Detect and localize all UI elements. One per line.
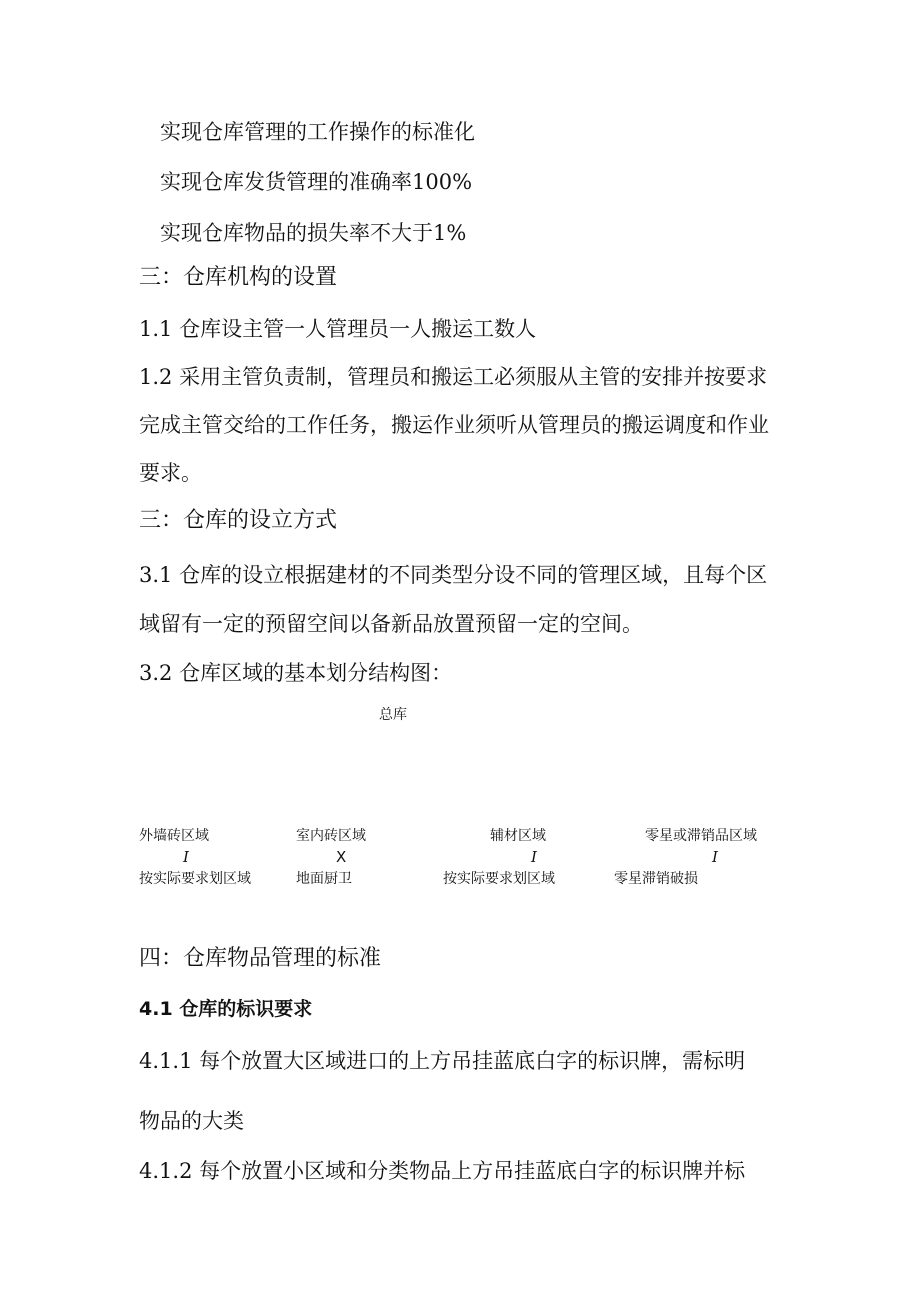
paragraph-line: 完成主管交给的工作任务，搬运作业须听从管理员的搬运调度和作业 (139, 413, 769, 437)
paragraph-line: 1.2 采用主管负责制，管理员和搬运工必须服从主管的安排并按要求 (139, 365, 768, 389)
diagram-branch-label: 辅材区域 (490, 828, 546, 844)
diagram-connector: I (531, 848, 537, 866)
diagram-connector: X (336, 848, 347, 866)
goal-item: 实现仓库管理的工作操作的标准化 (160, 120, 475, 144)
goal-item: 实现仓库物品的损失率不大于1% (160, 221, 467, 245)
diagram-sub-label: 按实际要求划区域 (139, 871, 251, 887)
diagram-sub-label: 零星滞销破损 (614, 871, 698, 887)
paragraph: 4.1.2 每个放置小区域和分类物品上方吊挂蓝底白字的标识牌并标 (139, 1159, 746, 1183)
paragraph-line: 物品的大类 (139, 1109, 244, 1133)
paragraph: 1.1 仓库设主管一人管理员一人搬运工数人 (139, 317, 537, 341)
diagram-root: 总库 (379, 707, 407, 723)
diagram-connector: I (712, 848, 718, 866)
diagram-branch-label: 外墙砖区域 (139, 828, 209, 844)
paragraph-line: 要求。 (139, 461, 202, 485)
paragraph: 3.2 仓库区域的基本划分结构图： (139, 661, 453, 685)
diagram-sub-label: 按实际要求划区域 (443, 871, 555, 887)
diagram-connector: I (183, 848, 189, 866)
section-heading: 三：仓库的设立方式 (139, 508, 338, 533)
paragraph-line: 3.1 仓库的设立根据建材的不同类型分设不同的管理区域，且每个区 (139, 563, 768, 587)
subsection-heading: 4.1 仓库的标识要求 (139, 998, 313, 1020)
goal-item: 实现仓库发货管理的准确率100% (160, 170, 473, 194)
section-heading: 四：仓库物品管理的标准 (139, 946, 382, 971)
paragraph-line: 域留有一定的预留空间以备新品放置预留一定的空间。 (139, 612, 643, 636)
diagram-sub-label: 地面厨卫 (296, 871, 352, 887)
diagram-branch-label: 室内砖区域 (296, 828, 366, 844)
section-heading: 三：仓库机构的设置 (139, 265, 338, 290)
diagram-branch-label: 零星或滞销品区域 (645, 828, 757, 844)
paragraph-line: 4.1.1 每个放置大区域进口的上方吊挂蓝底白字的标识牌，需标明 (139, 1049, 746, 1073)
